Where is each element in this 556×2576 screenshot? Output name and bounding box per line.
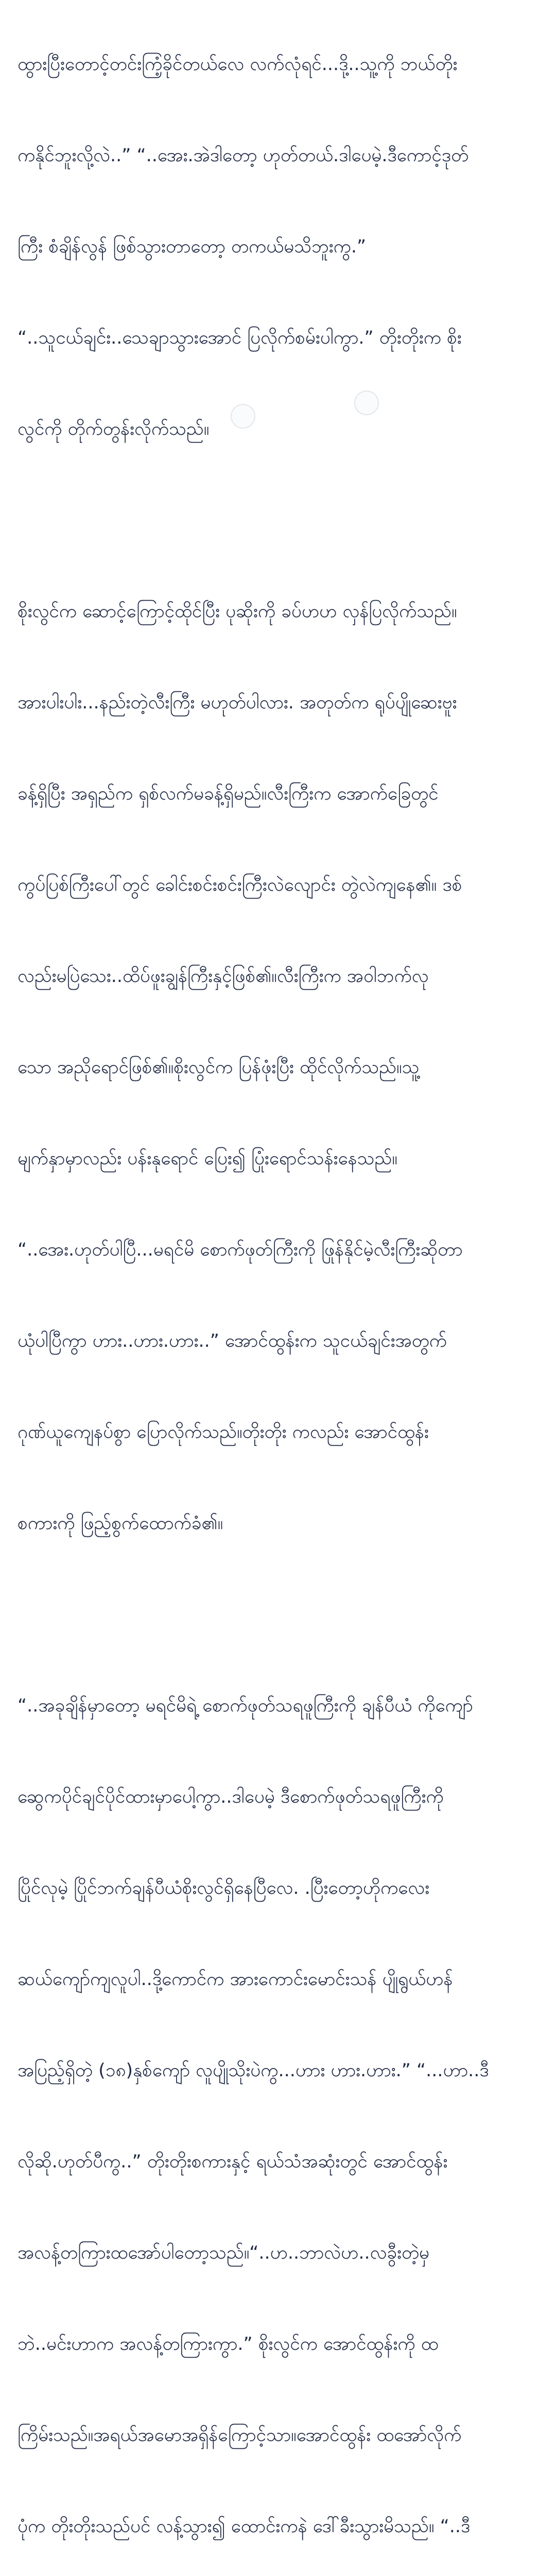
- text-line: ပြိုင်လုမဲ့ ပြိုင်ဘက်ချန်ပီယံစိုးလွင်ရှိနေပြီလေ. .ပြီးတော့ဟိုကလေး: [18, 1878, 430, 1899]
- text-line: ခန့်ရှိပြီး အရှည်က ရှစ်လက်မခန့်ရှိမည်။လီးကြီးက အောက်ခြေတွင်: [18, 784, 439, 804]
- text-line: “..အခုချိန်မှာတော့ မရင်မိရဲ့ စောက်ဖုတ်သရဖူကြီးကို ချန်ပီယံ ကိုကျော်: [18, 1696, 473, 1716]
- text-line: စကားကို ဖြည့်စွက်ထောက်ခံ၏။: [18, 1513, 223, 1534]
- text-line: “..သူငယ်ချင်း..သေချာသွားအောင် ပြလိုက်စမ်းပါကွာ.” တိုးတိုးက စိုး: [18, 328, 462, 348]
- text-line: လိုဆို.ဟုတ်ပီကွ..” တိုးတိုးစကားနှင့် ရယ်သံအဆုံးတွင် အောင်ထွန်း: [18, 2151, 448, 2172]
- text-line: လည်းမပြဲသေး..ထိပ်ဖူးချွန်ကြီးနှင့်ဖြစ်၏။လီးကြီးက အဝါဘက်လု: [18, 966, 429, 987]
- text-line: ဘဲ..မင်းဟာက အလန့်တကြားကွာ.” စိုးလွင်က အောင်ထွန်းကို ထ: [18, 2334, 439, 2354]
- text-line: ကနိုင်ဘူးလို့လဲ..” “..အေး.အဲဒါတော့ ဟုတ်တယ်.ဒါပေမဲ့.ဒီကောင့်ဒုတ်: [18, 145, 469, 166]
- paragraph-2: [18, 536, 538, 1600]
- text-line: ထွားပြီးတောင့်တင်းကြံ့ခိုင်တယ်လေ လက်လုံရင်...ဒို့..သူ့ကို ဘယ်တိုး: [18, 54, 458, 75]
- paragraph-1: [18, 0, 538, 505]
- text-line: ဆယ်ကျော်ကျလူပါ..ဒို့ကောင်က အားကောင်းမောင်းသန် ပျိုရွယ်ဟန်: [18, 1969, 453, 1990]
- circle-watermark-icon: [354, 391, 379, 415]
- paragraph-3: [18, 1630, 538, 2576]
- text-line: အားပါးပါး...နည်းတဲ့လီးကြီး မဟုတ်ပါလား. အတုတ်က ရုပ်ပျိုဆေးဗူး: [18, 692, 457, 713]
- text-line: အပြည့်ရှိတဲ့ (၁၈)နှစ်ကျော် လူပျိုသိုးပဲကွ...ဟား ဟား.ဟား.” “...ဟာ..ဒီ: [18, 2060, 489, 2081]
- text-line: သော အညိုရောင်ဖြစ်၏။စိုးလွင်က ပြန်ဖုံးပြီး ထိုင်လိုက်သည်။သူ့: [18, 1057, 420, 1078]
- text-line: မျက်နှာမှာလည်း ပန်းနုရောင် ပြေး၍ ပြုံးရောင်သန်းနေသည်။: [18, 1148, 397, 1169]
- text-line: အလန့်တကြားထအော်ပါတော့သည်။“..ဟ..ဘာလဲဟ..လခွီးတဲ့မှ: [18, 2243, 430, 2263]
- text-line: ကြိမ်းသည်။အရယ်အမောအရှိန်ကြောင့်သာ။အောင်ထွန်း ထအော်လိုက်: [18, 2425, 462, 2446]
- text-line: စိုးလွင်က ဆောင့်ကြောင့်ထိုင်ပြီး ပုဆိုးကို ခပ်ဟဟ လှန်ပြလိုက်သည်။: [18, 601, 457, 622]
- article-body: [18, 0, 538, 2576]
- text-line: ကွပ်ပြစ်ကြီးပေါ်တွင် ခေါင်းစင်းစင်းကြီးလဲလျောင်း တွဲလဲကျနေ၏။ ဒစ်: [18, 875, 462, 895]
- text-line: ပုံက တိုးတိုးသည်ပင် လန့်သွား၍ ထောင်းကနဲ ဒေါ်ခီးသွားမိသည်။ “..ဒီ: [18, 2516, 471, 2537]
- text-line: ဆွေကပိုင်ချင်ပိုင်ထားမှာပေါ့ကွာ..ဒါပေမဲ့ ဒီစောက်ဖုတ်သရဖူကြီးကို: [18, 1787, 444, 1807]
- circle-watermark-icon: [231, 404, 255, 429]
- text-line: ယုံပါပြီကွာ ဟား..ဟား.ဟား..” အောင်ထွန်းက သူငယ်ချင်းအတွက်: [18, 1331, 447, 1351]
- text-line: ဂုဏ်ယူကျေနပ်စွာ ပြောလိုက်သည်။တိုးတိုး ကလည်း အောင်ထွန်း: [18, 1422, 429, 1443]
- text-line: “..အေး.ဟုတ်ပါပြီ...မရင်မိ စောက်ဖုတ်ကြီးကို ဖြုန်နိုင်မဲ့လီးကြီးဆိုတာ: [18, 1240, 463, 1260]
- text-line: ကြီး စံချိန်လွန် ဖြစ်သွားတာတော့ တကယ်မသိဘူးကွ.”: [18, 236, 367, 257]
- text-line: လွင်ကို တိုက်တွန်းလိုက်သည်။: [18, 419, 210, 439]
